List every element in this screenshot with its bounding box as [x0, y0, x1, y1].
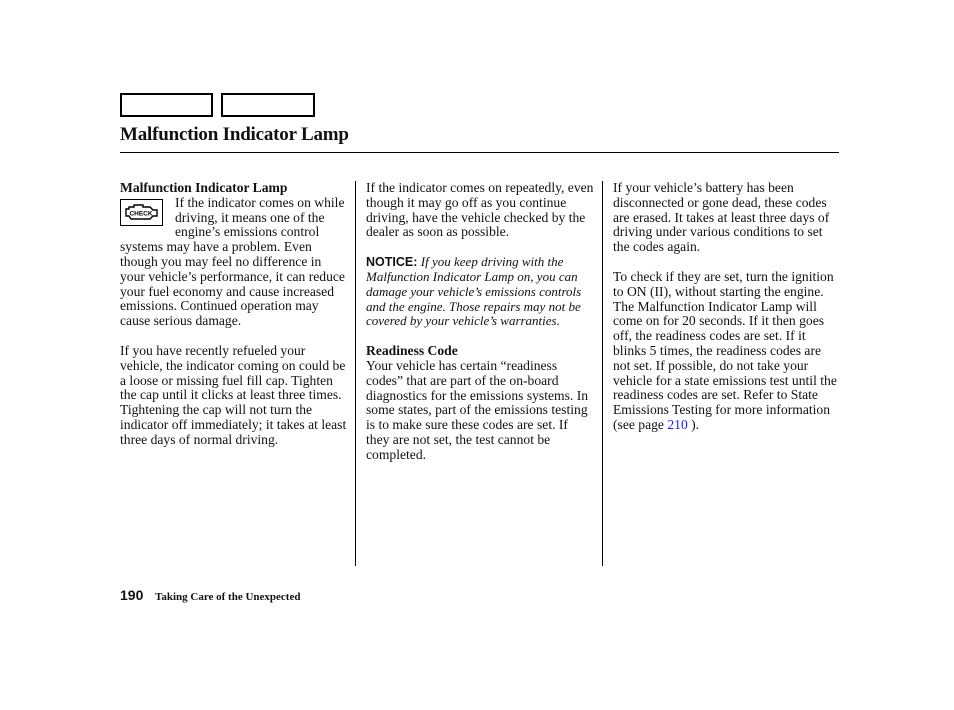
page-number: 190: [120, 587, 144, 603]
paragraph-refueled: If you have recently refueled your vehicle, the indicator coming on could be a loose or missing fuel fill cap. Tighten the cap until it clicks at least three times. Tightening the cap will not turn the indicator off immediately; it takes at least three days of normal driving.: [120, 342, 347, 447]
column-divider-1: [355, 181, 356, 566]
column-1: [120, 181, 348, 448]
paragraph-check-codes: [613, 270, 839, 433]
paragraph-readiness-codes: Your vehicle has certain “readiness codes” that are part of the on-board diagnostics for the emissions systems. In some states, part of the emissions testing is to make sure these codes are set. If they are not set, the test cannot be completed.: [366, 357, 589, 462]
title-divider: [120, 152, 839, 153]
notice-block: [366, 255, 594, 329]
paragraph-repeated-indicator: If the indicator comes on repeatedly, even though it may go off as you continue driving, have the vehicle checked by the dealer as soon as possible.: [366, 180, 594, 240]
check-codes-text-end: ).: [687, 416, 700, 432]
page-title: Malfunction Indicator Lamp: [120, 124, 349, 145]
section-name: Taking Care of the Unexpected: [155, 591, 301, 603]
nav-box-1[interactable]: [120, 93, 213, 117]
check-codes-text: To check if they are set, turn the ignition to ON (II), without starting the engine. The Malfunction Indicator Lamp will come on for 20 seconds. If it then goes off, the readiness codes are set. If it blinks 5 times, the readiness codes are not set. If possible, do not take your vehicle for a state emissions test until the readiness codes are set. Refer to State Emissions Testing for more information (see page: [613, 268, 837, 432]
column-2: [366, 181, 594, 463]
page-reference-link[interactable]: 210: [667, 416, 688, 432]
column-divider-2: [602, 181, 603, 566]
column-3: [613, 181, 839, 433]
section-heading-malfunction-lamp: Malfunction Indicator Lamp: [120, 180, 288, 195]
notice-label: NOTICE:: [366, 255, 418, 270]
check-engine-icon: [120, 199, 163, 226]
paragraph-battery-disconnected: If your vehicle’s battery has been disconnected or gone dead, these codes are erased. It takes at least three days of driving under various conditions to set the codes again.: [613, 180, 830, 255]
section-heading-readiness-code: Readiness Code: [366, 343, 458, 359]
notice-text: If you keep driving with the Malfunction Indicator Lamp on, you can damage your vehicle’s emissions controls and the engine. Those repairs may not be covered by your vehicle’s warranties.: [366, 254, 582, 329]
check-engine-icon-label: CHECK: [129, 210, 153, 218]
nav-box-2[interactable]: [221, 93, 315, 117]
paragraph-indicator-on: If the indicator comes on while driving, it means one of the engine’s emissions control systems may have a problem. Even though you may feel no difference in your vehicle’s performance, it can reduce your fuel economy and cause increased emissions. Continued operation may cause serious damage.: [120, 194, 345, 329]
